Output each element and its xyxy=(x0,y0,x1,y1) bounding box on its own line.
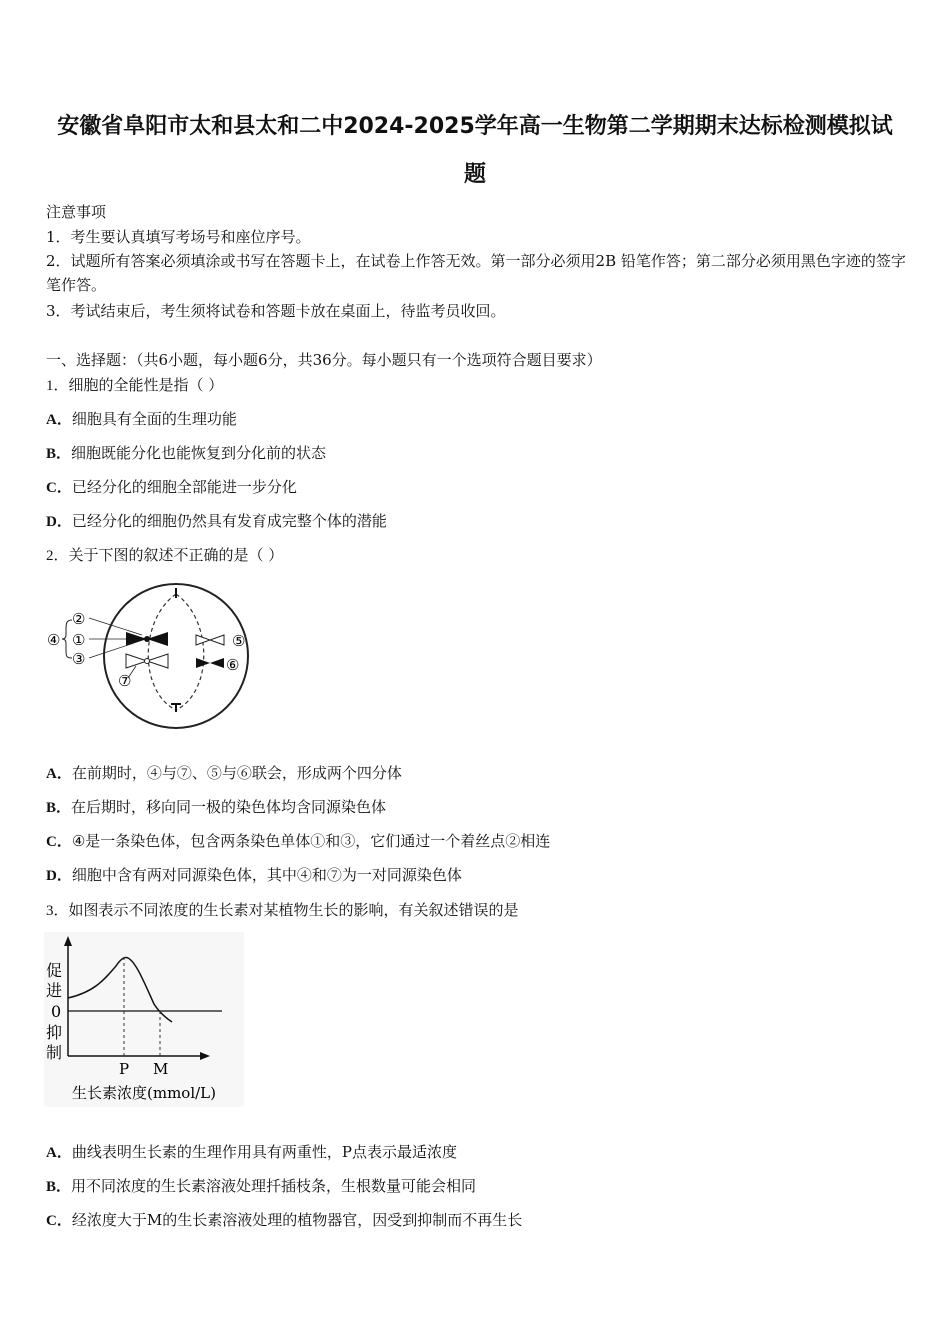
option-text: 已经分化的细胞仍然具有发育成完整个体的潜能 xyxy=(71,512,387,530)
option-letter: D． xyxy=(46,514,72,530)
y-label-inhibit-2: 制 xyxy=(46,1043,63,1062)
option-text: 细胞既能分化也能恢复到分化前的状态 xyxy=(71,444,327,462)
option-letter: A． xyxy=(46,412,72,428)
y-label-promote-1: 促 xyxy=(46,961,63,980)
question-3-stem xyxy=(46,899,519,922)
q2-option-b xyxy=(46,796,386,819)
cell-division-figure xyxy=(44,580,264,735)
notice-item-2: 2．试题所有答案必须填涂或书写在答题卡上，在试卷上作答无效。第一部分必须用2B 铅笔作答；第二部分必须用黑色字迹的签字笔作答。 xyxy=(46,252,906,294)
q2-option-c xyxy=(46,830,550,853)
chromosome-7 xyxy=(126,654,168,668)
leader-2 xyxy=(89,618,142,635)
label-5: ⑤ xyxy=(232,632,246,650)
option-text: 细胞中含有两对同源染色体，其中④和⑦为一对同源染色体 xyxy=(71,866,462,884)
chromosome-5 xyxy=(196,635,224,645)
option-letter: A． xyxy=(46,766,72,782)
spindle-left xyxy=(148,594,176,710)
y-label-promote-2: 进 xyxy=(46,981,63,1000)
q3-option-a xyxy=(46,1141,457,1164)
bracket xyxy=(62,620,72,658)
q1-option-c xyxy=(46,476,297,499)
auxin-graph xyxy=(44,932,244,1107)
question-number: 2． xyxy=(46,548,69,564)
label-4: ④ xyxy=(47,631,61,649)
label-1: ① xyxy=(72,631,86,649)
q3-option-b xyxy=(46,1175,476,1198)
option-text: 已经分化的细胞全部能进一步分化 xyxy=(71,478,297,496)
section-heading: 一、选择题：（共6小题，每小题6分，共36分。每小题只有一个选项符合题目要求） xyxy=(46,351,602,369)
q2-option-d xyxy=(46,864,462,887)
option-text: 细胞具有全面的生理功能 xyxy=(71,410,237,428)
chromosome-6 xyxy=(196,658,224,668)
y-label-inhibit-1: 抑 xyxy=(46,1023,63,1042)
q1-option-d xyxy=(46,510,387,533)
option-letter: C． xyxy=(46,834,72,850)
option-letter: B． xyxy=(46,1179,72,1195)
zero-label: 0 xyxy=(51,1002,62,1021)
notice-item-3: 3．考试结束后，考生须将试卷和答题卡放在桌面上，待监考员收回。 xyxy=(46,302,506,320)
option-letter: B． xyxy=(46,800,72,816)
x-axis-label: 生长素浓度(mmol/L) xyxy=(72,1084,216,1102)
option-letter: D． xyxy=(46,868,72,884)
question-number: 3． xyxy=(46,903,69,919)
notice-item-1: 1．考生要认真填写考场号和座位序号。 xyxy=(46,228,311,246)
option-letter: C． xyxy=(46,480,72,496)
q1-option-a xyxy=(46,408,237,431)
option-text: 在前期时，④与⑦、⑤与⑥联会，形成两个四分体 xyxy=(71,764,402,782)
question-text: 如图表示不同浓度的生长素对某植物生长的影响，有关叙述错误的是 xyxy=(68,901,519,919)
m-label: M xyxy=(153,1060,169,1078)
option-text: 用不同浓度的生长素溶液处理扦插枝条，生根数量可能会相同 xyxy=(71,1177,477,1195)
spindle-right xyxy=(176,594,204,710)
p-label: P xyxy=(119,1060,130,1078)
question-text: 关于下图的叙述不正确的是（ ） xyxy=(68,546,284,564)
option-text: 经浓度大于M的生长素溶液处理的植物器官，因受到抑制而不再生长 xyxy=(71,1211,523,1229)
q1-option-b xyxy=(46,442,326,465)
option-letter: A． xyxy=(46,1145,72,1161)
question-2-stem xyxy=(46,544,283,567)
question-1-stem xyxy=(46,374,223,397)
option-text: 在后期时，移向同一极的染色体均含同源染色体 xyxy=(71,798,387,816)
exam-title-line2: 题 xyxy=(463,162,486,187)
option-letter: B． xyxy=(46,446,72,462)
option-text: ④是一条染色体，包含两条染色单体①和③，它们通过一个着丝点②相连 xyxy=(71,832,551,850)
q2-option-a xyxy=(46,762,402,785)
q3-option-c xyxy=(46,1209,522,1232)
exam-title-line1: 安徽省阜阳市太和县太和二中2024-2025学年高一生物第二学期期末达标检测模拟试 xyxy=(57,114,893,139)
label-6: ⑥ xyxy=(226,656,240,674)
notice-heading: 注意事项 xyxy=(46,203,107,221)
label-7: ⑦ xyxy=(118,672,132,690)
label-3: ③ xyxy=(72,650,86,668)
label-2: ② xyxy=(72,610,86,628)
option-text: 曲线表明生长素的生理作用具有两重性，P点表示最适浓度 xyxy=(71,1143,457,1161)
question-number: 1． xyxy=(46,378,69,394)
option-letter: C． xyxy=(46,1213,72,1229)
question-text: 细胞的全能性是指（ ） xyxy=(68,376,224,394)
